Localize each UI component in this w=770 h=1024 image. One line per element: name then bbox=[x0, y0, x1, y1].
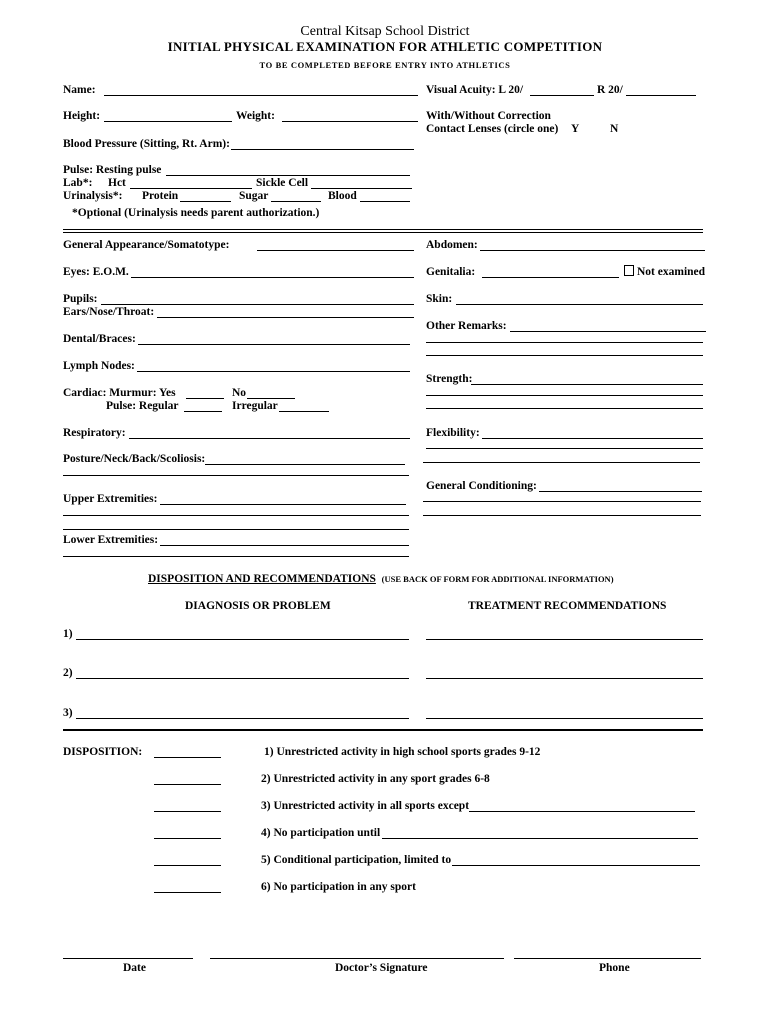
flexibility-line-3[interactable] bbox=[423, 462, 700, 463]
treatment-field-2[interactable] bbox=[426, 665, 703, 679]
doctor-signature-field[interactable] bbox=[210, 958, 504, 959]
name-field[interactable] bbox=[104, 82, 418, 96]
blood-field[interactable] bbox=[360, 188, 410, 202]
not-examined-option[interactable] bbox=[624, 265, 705, 279]
upper-extremities-field[interactable] bbox=[160, 491, 406, 505]
genitalia-field[interactable] bbox=[482, 264, 619, 278]
treatment-field-1[interactable] bbox=[426, 626, 703, 640]
genitalia-label: Genitalia: bbox=[426, 266, 476, 278]
cardiac-label: Cardiac: Murmur: Yes bbox=[63, 387, 176, 399]
sports-except-field[interactable] bbox=[469, 798, 695, 812]
pulse-irregular-label: Irregular bbox=[232, 400, 278, 412]
diagnosis-field-1[interactable] bbox=[76, 626, 409, 640]
resting-pulse-label: Pulse: Resting pulse bbox=[63, 164, 162, 176]
upper-extremities-line-2[interactable] bbox=[63, 515, 409, 516]
murmur-yes-field[interactable] bbox=[186, 385, 224, 399]
date-label: Date bbox=[123, 962, 146, 974]
disposition-blank-4[interactable] bbox=[154, 825, 221, 839]
recommendations-heading bbox=[148, 572, 614, 586]
weight-field[interactable] bbox=[282, 108, 418, 122]
diagnosis-number-3: 3) bbox=[63, 707, 73, 719]
visual-acuity-label: Visual Acuity: L 20/ bbox=[426, 84, 524, 96]
respiratory-label: Respiratory: bbox=[63, 427, 126, 439]
pulse-regular-field[interactable] bbox=[184, 398, 222, 412]
form-subtitle: TO BE COMPLETED BEFORE ENTRY INTO ATHLETICS bbox=[259, 60, 511, 70]
participation-until-field[interactable] bbox=[382, 825, 698, 839]
treatment-field-3[interactable] bbox=[426, 705, 703, 719]
date-field[interactable] bbox=[63, 958, 193, 959]
disposition-option-4: 4) No participation until bbox=[261, 827, 381, 839]
murmur-no-field[interactable] bbox=[247, 385, 295, 399]
flexibility-line-2[interactable] bbox=[426, 448, 703, 449]
lab-label: Lab*: bbox=[63, 177, 93, 189]
strength-line-2[interactable] bbox=[426, 395, 703, 396]
lymph-nodes-label: Lymph Nodes: bbox=[63, 360, 135, 372]
blood-pressure-field[interactable] bbox=[231, 136, 414, 150]
sickle-cell-field[interactable] bbox=[311, 175, 412, 189]
hct-field[interactable] bbox=[130, 175, 252, 189]
eyes-field[interactable] bbox=[131, 264, 414, 278]
recommendations-heading-text: DISPOSITION AND RECOMMENDATIONS bbox=[148, 573, 376, 585]
eyes-label: Eyes: E.O.M. bbox=[63, 266, 129, 278]
general-appearance-label: General Appearance/Somatotype: bbox=[63, 239, 230, 251]
flexibility-label: Flexibility: bbox=[426, 427, 480, 439]
strength-label: Strength: bbox=[426, 373, 473, 385]
weight-label: Weight: bbox=[236, 110, 275, 122]
height-field[interactable] bbox=[104, 108, 232, 122]
pupils-label: Pupils: bbox=[63, 293, 98, 305]
general-conditioning-field[interactable] bbox=[539, 478, 702, 492]
visual-acuity-right-label: R 20/ bbox=[597, 84, 623, 96]
other-remarks-field[interactable] bbox=[510, 318, 706, 332]
doctor-signature-label: Doctor’s Signature bbox=[335, 962, 428, 974]
protein-label: Protein bbox=[142, 190, 179, 202]
other-remarks-line-3[interactable] bbox=[426, 355, 703, 356]
disposition-blank-5[interactable] bbox=[154, 852, 221, 866]
disposition-blank-2[interactable] bbox=[154, 771, 221, 785]
visual-acuity-left-field[interactable] bbox=[530, 82, 594, 96]
diagnosis-field-3[interactable] bbox=[76, 705, 409, 719]
district-name: Central Kitsap School District bbox=[300, 24, 470, 39]
other-remarks-label: Other Remarks: bbox=[426, 320, 507, 332]
general-appearance-field[interactable] bbox=[257, 237, 414, 251]
pulse-irregular-field[interactable] bbox=[279, 398, 329, 412]
blood-pressure-label: Blood Pressure (Sitting, Rt. Arm): bbox=[63, 138, 230, 150]
upper-extremities-line-3[interactable] bbox=[63, 529, 409, 530]
disposition-blank-1[interactable] bbox=[154, 744, 221, 758]
lymph-nodes-field[interactable] bbox=[137, 358, 410, 372]
dental-field[interactable] bbox=[138, 331, 410, 345]
lower-extremities-field[interactable] bbox=[160, 532, 409, 546]
lower-extremities-line-2[interactable] bbox=[63, 556, 409, 557]
sickle-cell-label: Sickle Cell bbox=[256, 177, 309, 189]
respiratory-field[interactable] bbox=[129, 425, 410, 439]
disposition-label: DISPOSITION: bbox=[63, 746, 143, 758]
disposition-option-1: 1) Unrestricted activity in high school sports grades 9-12 bbox=[264, 746, 541, 758]
strength-field[interactable] bbox=[471, 371, 703, 385]
phone-label: Phone bbox=[599, 962, 630, 974]
resting-pulse-field[interactable] bbox=[166, 162, 410, 176]
disposition-option-5: 5) Conditional participation, limited to bbox=[261, 854, 452, 866]
conditioning-line-3[interactable] bbox=[423, 515, 701, 516]
protein-field[interactable] bbox=[180, 188, 231, 202]
name-label: Name: bbox=[63, 84, 96, 96]
diagnosis-field-2[interactable] bbox=[76, 665, 409, 679]
section-divider-2 bbox=[63, 232, 703, 233]
skin-field[interactable] bbox=[456, 291, 703, 305]
urinalysis-label: Urinalysis*: bbox=[63, 190, 123, 202]
checkbox-icon[interactable] bbox=[624, 265, 634, 276]
sugar-field[interactable] bbox=[271, 188, 321, 202]
contact-yes[interactable]: Y bbox=[571, 123, 580, 135]
upper-extremities-label: Upper Extremities: bbox=[63, 493, 158, 505]
other-remarks-line-2[interactable] bbox=[426, 342, 703, 343]
hct-label: Hct bbox=[108, 177, 126, 189]
diagnosis-number-2: 2) bbox=[63, 667, 73, 679]
disposition-divider bbox=[63, 729, 703, 731]
blood-label: Blood bbox=[328, 190, 357, 202]
dental-label: Dental/Braces: bbox=[63, 333, 136, 345]
ent-label: Ears/Nose/Throat: bbox=[63, 306, 155, 318]
flexibility-field[interactable] bbox=[482, 425, 703, 439]
posture-label: Posture/Neck/Back/Scoliosis: bbox=[63, 453, 206, 465]
correction-label: With/Without Correction bbox=[426, 110, 551, 122]
recommendations-note: (USE BACK OF FORM FOR ADDITIONAL INFORMATION) bbox=[381, 574, 614, 584]
limited-to-field[interactable] bbox=[452, 852, 700, 866]
optional-note: *Optional (Urinalysis needs parent authorization.) bbox=[72, 207, 320, 219]
pupils-field[interactable] bbox=[101, 291, 414, 305]
disposition-blank-6[interactable] bbox=[154, 879, 221, 893]
conditioning-line-2[interactable] bbox=[423, 501, 701, 502]
general-conditioning-label: General Conditioning: bbox=[426, 480, 537, 492]
height-label: Height: bbox=[63, 110, 101, 122]
treatment-header: TREATMENT RECOMMENDATIONS bbox=[468, 600, 667, 612]
abdomen-label: Abdomen: bbox=[426, 239, 478, 251]
phone-field[interactable] bbox=[514, 958, 701, 959]
section-divider bbox=[63, 229, 703, 230]
disposition-option-3: 3) Unrestricted activity in all sports except bbox=[261, 800, 470, 812]
form-title: INITIAL PHYSICAL EXAMINATION FOR ATHLETIC COMPETITION bbox=[167, 39, 603, 54]
diagnosis-header: DIAGNOSIS OR PROBLEM bbox=[185, 600, 331, 612]
contact-no[interactable]: N bbox=[610, 123, 619, 135]
disposition-option-6: 6) No participation in any sport bbox=[261, 881, 416, 893]
strength-line-3[interactable] bbox=[426, 408, 703, 409]
posture-field[interactable] bbox=[205, 451, 405, 465]
ent-field[interactable] bbox=[157, 304, 414, 318]
skin-label: Skin: bbox=[426, 293, 453, 305]
disposition-option-2: 2) Unrestricted activity in any sport grades 6-8 bbox=[261, 773, 490, 785]
disposition-blank-3[interactable] bbox=[154, 798, 221, 812]
visual-acuity-right-field[interactable] bbox=[626, 82, 696, 96]
posture-line-2[interactable] bbox=[63, 475, 409, 476]
sugar-label: Sugar bbox=[239, 190, 269, 202]
lower-extremities-label: Lower Extremities: bbox=[63, 534, 159, 546]
pulse-regular-label: Pulse: Regular bbox=[106, 400, 179, 412]
murmur-no-label: No bbox=[232, 387, 247, 399]
diagnosis-number-1: 1) bbox=[63, 628, 73, 640]
not-examined-label: Not examined bbox=[637, 266, 706, 278]
abdomen-field[interactable] bbox=[480, 237, 705, 251]
contact-lenses-label: Contact Lenses (circle one) bbox=[426, 123, 559, 135]
